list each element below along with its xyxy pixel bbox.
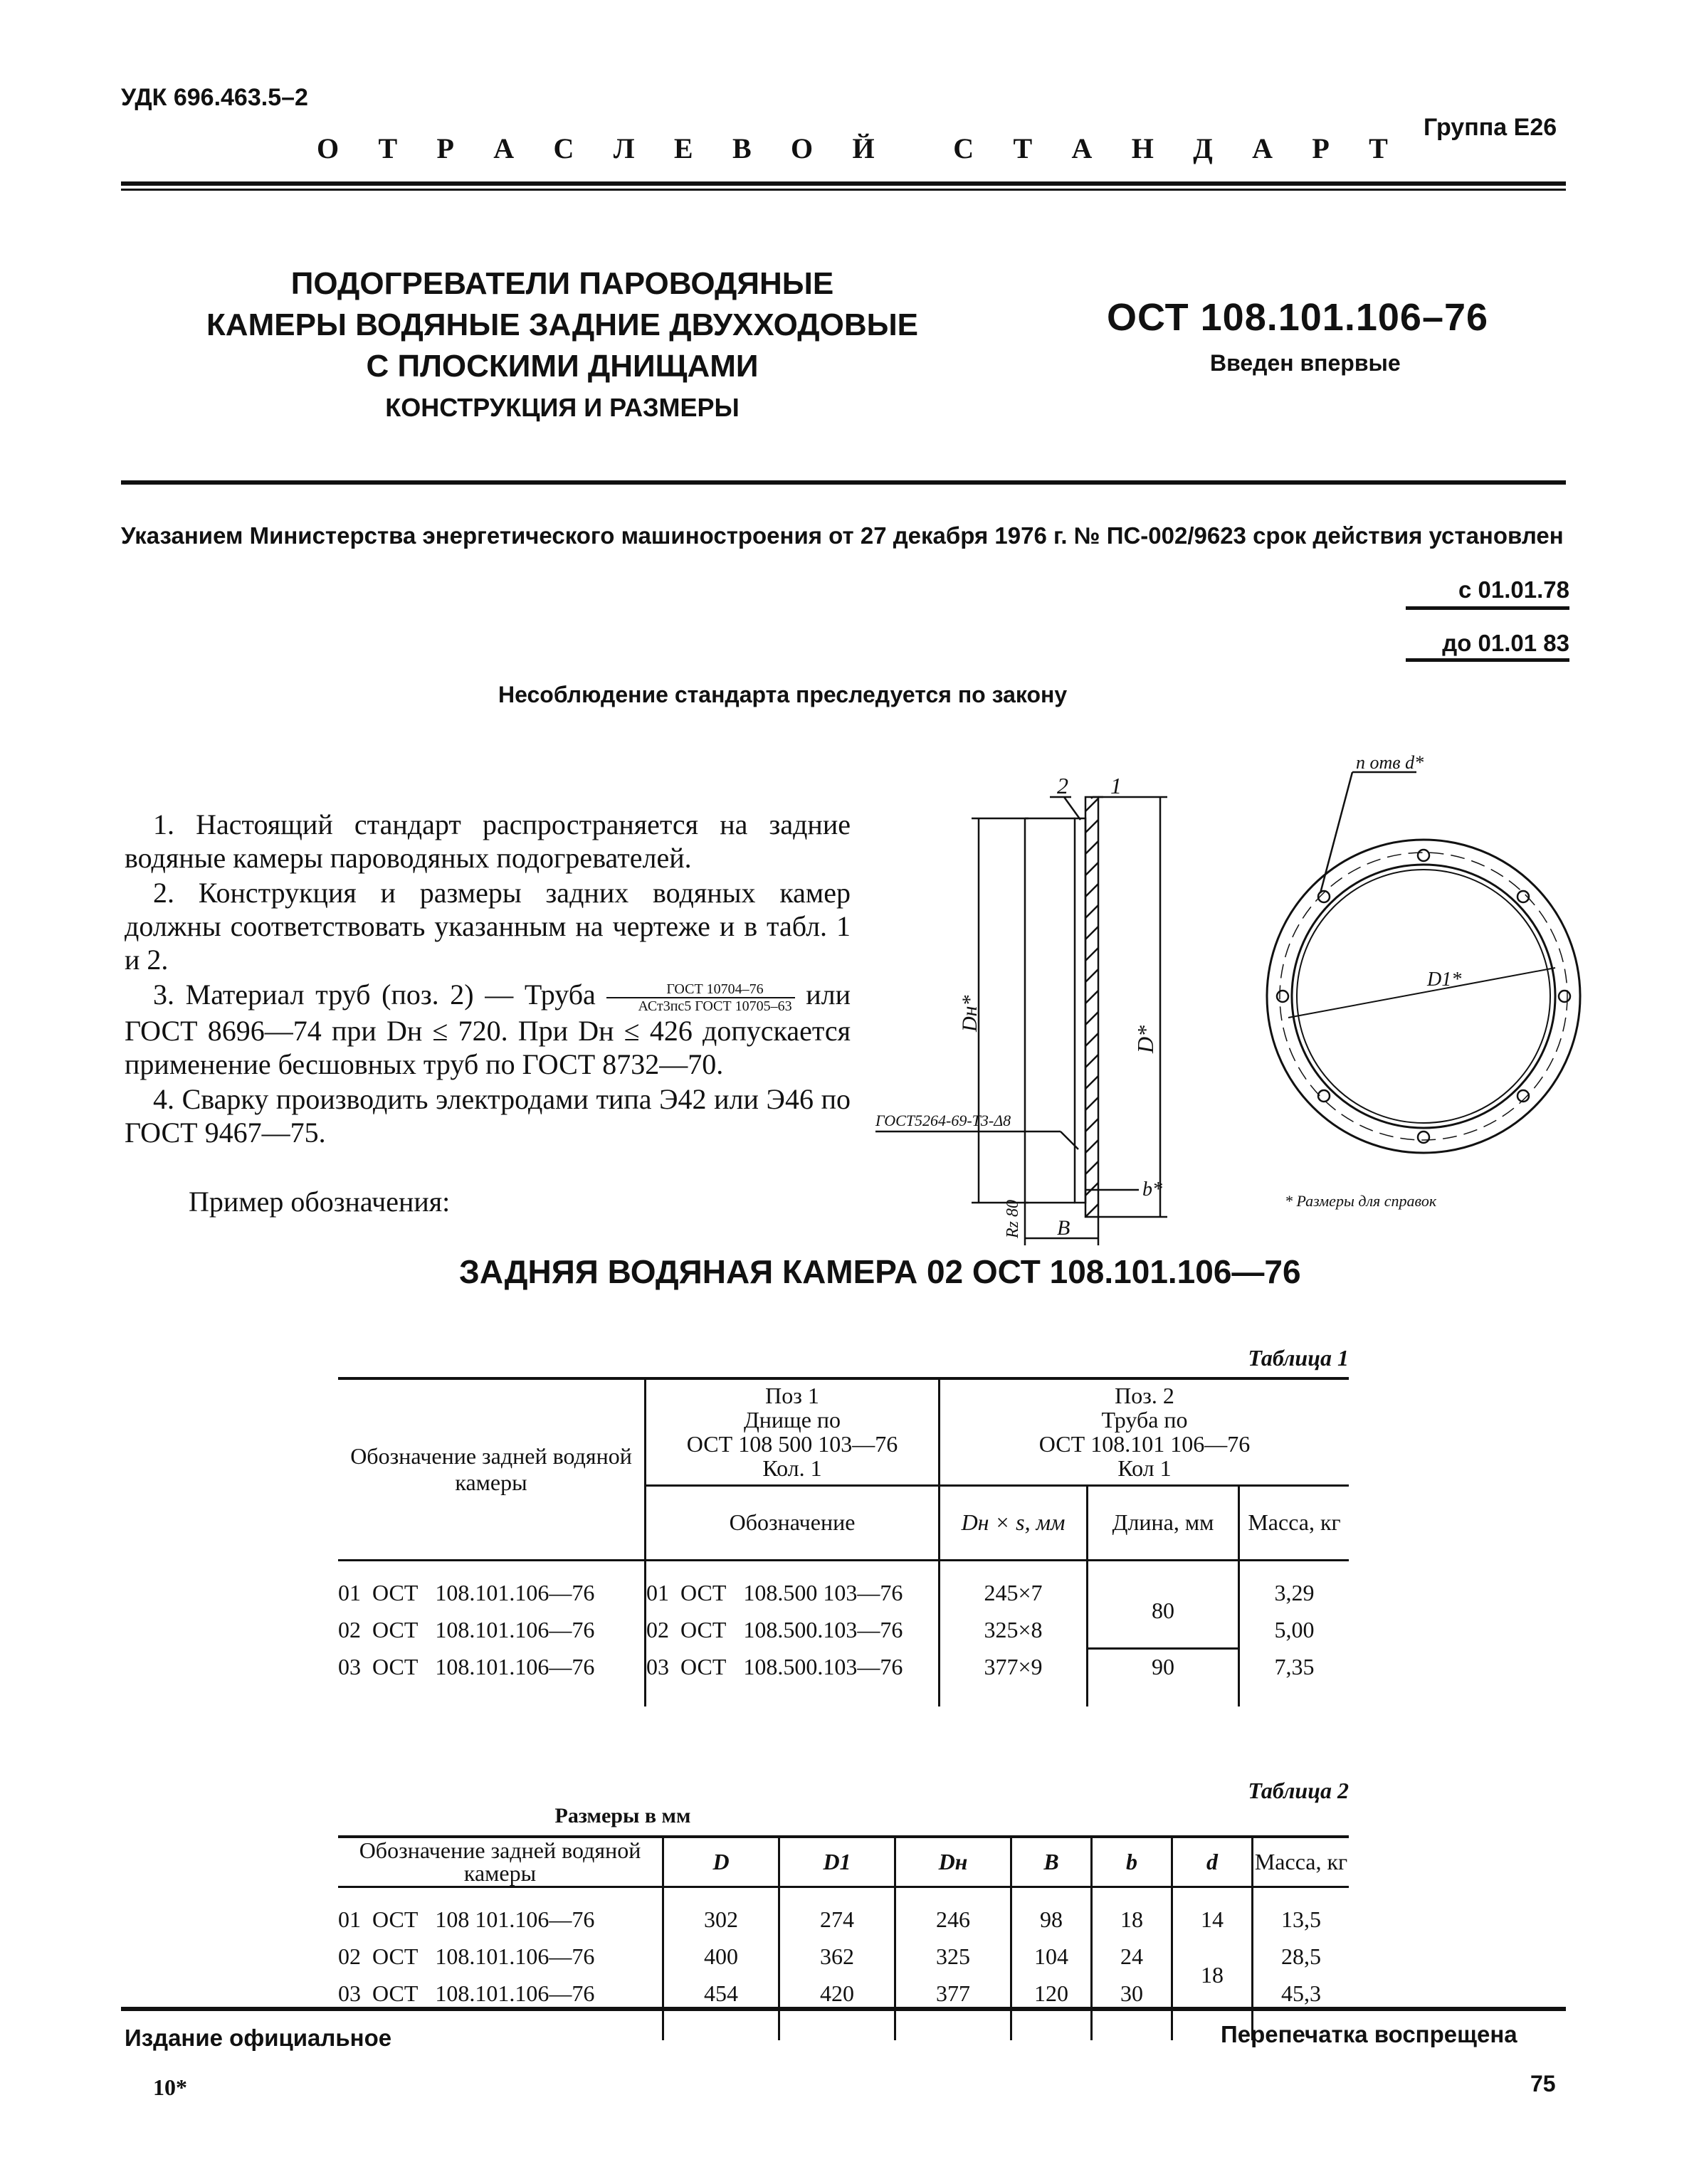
d1-label: D1* <box>1427 969 1462 991</box>
valid-to-date: до 01.01 83 <box>1442 630 1569 656</box>
table-1-label: Таблица 1 <box>1248 1345 1349 1371</box>
fraction-numerator: ГОСТ 10704–76 <box>606 981 794 998</box>
industry-standard-banner <box>317 132 1388 165</box>
bottom-plate-outline <box>1085 797 1098 1217</box>
table-1-block <box>338 1345 1349 1706</box>
b-small-label: b* <box>1142 1178 1162 1201</box>
title-line-3: С ПЛОСКИМИ ДНИЩАМИ <box>366 349 759 384</box>
clause-3 <box>125 978 851 1081</box>
roughness-label: Rz 80 <box>1004 1200 1022 1238</box>
banner-letter: В <box>732 132 752 164</box>
clause-3-tail: или ГОСТ 8696—74 при Dн ≤ 720. При Dн ≤ 426 допускается применение бесшовных труб по ГОСТ 8732—70. <box>125 978 851 1080</box>
table-1-pos1-sub: Обозначение <box>646 1485 940 1560</box>
table-1-col-mass: Масса, кг <box>1239 1485 1350 1560</box>
table-2-row-3-B: 120 <box>1011 1975 1092 2012</box>
banner-letter: С <box>553 132 574 164</box>
table-2-row-2-D1: 362 <box>779 1938 895 1975</box>
banner-letter: Н <box>1131 132 1154 164</box>
table-1-row-1-pos1: 01 ОСТ 108.500 103—76 <box>646 1574 940 1611</box>
banner-letter: Т <box>378 132 398 164</box>
sheet-mark: 10* <box>153 2074 187 2100</box>
fraction-denominator: АСт3пс5 ГОСТ 10705–63 <box>638 998 792 1014</box>
group-code: Группа Е26 <box>1424 114 1557 141</box>
table-row <box>338 1648 1349 1685</box>
table-2-row-3-mass: 45,3 <box>1253 1975 1350 2012</box>
weld-symbol-label: ГОСТ5264-69-Т3-Δ8 <box>875 1112 1011 1129</box>
table-2-col-B: B <box>1011 1837 1092 1887</box>
header-rule <box>121 181 1566 186</box>
table-row <box>338 1901 1349 1938</box>
table-2-d-18: 18 <box>1172 1938 1253 2012</box>
holes-leader <box>1320 772 1352 893</box>
table-2-row-3-Dn: 377 <box>895 1975 1011 2012</box>
pipe-outer-circle <box>1292 865 1555 1128</box>
banner-letter: Т <box>1369 132 1388 164</box>
table-2-d-14: 14 <box>1172 1901 1253 1938</box>
outer-flange-circle <box>1267 840 1580 1153</box>
banner-letter: Р <box>436 132 454 164</box>
table-1-row-2-pos1: 02 ОСТ 108.500.103—76 <box>646 1611 940 1648</box>
clauses-block <box>125 808 851 1151</box>
valid-from-date: с 01.01.78 <box>1458 576 1569 603</box>
table-2-row-2-designation: 02 ОСТ 108.101.106—76 <box>338 1943 595 1969</box>
table-2-col-D1: D1 <box>779 1837 895 1887</box>
table-1 <box>338 1377 1349 1706</box>
title-line-1: ПОДОГРЕВАТЕЛИ ПАРОВОДЯНЫЕ <box>290 266 834 301</box>
table-1-row-3-designation: 03 ОСТ 108.101.106—76 <box>338 1653 595 1679</box>
example-designation: ЗАДНЯЯ ВОДЯНАЯ КАМЕРА 02 ОСТ 108.101.106—76 <box>459 1253 1301 1290</box>
table-1-len-90: 90 <box>1088 1648 1239 1685</box>
d-dimension-label: D* <box>1132 1025 1158 1053</box>
table-1-len-80: 80 <box>1088 1574 1239 1648</box>
holes-label: n отв d* <box>1356 754 1424 773</box>
pos2-leader <box>1064 797 1080 820</box>
table-1-row-3-pos1: 03 ОСТ 108.500.103—76 <box>646 1648 940 1685</box>
reprint-forbidden-note: Перепечатка воспрещена <box>1221 2021 1517 2047</box>
banner-letter: А <box>1252 132 1273 164</box>
table-2-row-1-D1: 274 <box>779 1901 895 1938</box>
table-1-pos1-header: Поз 1 Днище по ОСТ 108 500 103—76 Кол. 1 <box>646 1378 940 1485</box>
table-2-row-2-b: 24 <box>1092 1938 1172 1975</box>
table-1-row-3-mass: 7,35 <box>1239 1648 1350 1685</box>
bolt-circle <box>1280 853 1567 1140</box>
banner-letter: А <box>1071 132 1093 164</box>
table-2-row-3-designation: 03 ОСТ 108.101.106—76 <box>338 1980 595 2006</box>
udk-code: УДК 696.463.5–2 <box>121 84 308 111</box>
banner-letter: А <box>493 132 515 164</box>
table-2-row-1-D: 302 <box>663 1901 779 1938</box>
table-2-subtitle: Размеры в мм <box>554 1804 691 1827</box>
title-rule <box>121 480 1566 485</box>
ost-number: ОСТ 108.101.106–76 <box>1107 296 1489 339</box>
d1-diameter-line <box>1288 968 1555 1018</box>
header-rule-thin <box>121 189 1566 191</box>
table-row <box>338 1938 1349 1975</box>
table-2-row-1-mass: 13,5 <box>1253 1901 1350 1938</box>
pos2-label: 2 <box>1057 773 1068 798</box>
table-2-col-D: D <box>663 1837 779 1887</box>
table-1-row-2-dn: 325×8 <box>940 1611 1088 1648</box>
pos1-label: 1 <box>1110 773 1122 798</box>
banner-letter: О <box>790 132 814 164</box>
banner-letter: Д <box>1193 132 1213 164</box>
decree-text: Указанием Министерства энергетического машиностроения от 27 декабря 1976 г. № ПС-002/9623 срок действия установлен <box>121 522 1564 549</box>
clause-1: 1. Настоящий стандарт распространяется на задние водяные камеры пароводяных подогревателей. <box>125 808 851 874</box>
table-2-row-1-Dn: 246 <box>895 1901 1011 1938</box>
table-1-row-2-mass: 5,00 <box>1239 1611 1350 1648</box>
footer-rule <box>121 2007 1566 2011</box>
table-2-row-2-mass: 28,5 <box>1253 1938 1350 1975</box>
table-1-col-dn: Dн × s, мм <box>940 1485 1088 1560</box>
table-1-pos2-header: Поз. 2 Труба по ОСТ 108.101 106—76 Кол 1 <box>940 1378 1350 1485</box>
table-2-row-1-b: 18 <box>1092 1901 1172 1938</box>
table-2-row-3-b: 30 <box>1092 1975 1172 2012</box>
table-2-block <box>338 1778 1349 2040</box>
title-line-2: КАМЕРЫ ВОДЯНЫЕ ЗАДНИЕ ДВУХХОДОВЫЕ <box>206 307 919 342</box>
table-2-row-3-D: 454 <box>663 1975 779 2012</box>
banner-letter: О <box>317 132 340 164</box>
table-2-row-3-D1: 420 <box>779 1975 895 2012</box>
b-big-label: В <box>1057 1216 1070 1240</box>
table-2-col-d: d <box>1172 1837 1253 1887</box>
table-2-col-designation: Обозначение задней водяной камеры <box>338 1837 663 1887</box>
document-title <box>171 263 954 428</box>
table-1-col-designation: Обозначение задней водяной камеры <box>338 1378 646 1560</box>
table-1-row-1-mass: 3,29 <box>1239 1574 1350 1611</box>
table-2-col-b: b <box>1092 1837 1172 1887</box>
table-2-col-Dn: Dн <box>895 1837 1011 1887</box>
pipe-inner-circle <box>1297 870 1550 1123</box>
reference-footnote: * Размеры для справок <box>1285 1192 1437 1210</box>
table-1-row-1-designation: 01 ОСТ 108.101.106—76 <box>338 1579 595 1605</box>
official-edition-note: Издание официальное <box>125 2025 392 2051</box>
clause-2: 2. Конструкция и размеры задних водяных камер должны соответствовать указанным на чертеже и в табл. 1 и 2. <box>125 877 851 976</box>
table-2-row-2-B: 104 <box>1011 1938 1092 1975</box>
pipe-wall <box>1075 818 1085 1203</box>
dn-dimension-label: Dн* <box>958 995 982 1032</box>
table-2-row-2-D: 400 <box>663 1938 779 1975</box>
table-1-row-3-dn: 377×9 <box>940 1648 1088 1685</box>
clause-4: 4. Сварку производить электродами типа Э42 или Э46 по ГОСТ 9467—75. <box>125 1082 851 1149</box>
table-2-label: Таблица 2 <box>1248 1778 1349 1803</box>
table-2-row-2-Dn: 325 <box>895 1938 1011 1975</box>
clause-3-lead: 3. Материал труб (поз. 2) — Труба <box>153 978 596 1011</box>
banner-letter: Й <box>852 132 875 164</box>
table-row <box>338 1574 1349 1611</box>
ost-introduced-note: Введен впервые <box>1210 350 1401 376</box>
table-2-col-mass: Масса, кг <box>1253 1837 1350 1887</box>
table-1-row-2-designation: 02 ОСТ 108.101.106—76 <box>338 1616 595 1642</box>
banner-letter: Е <box>673 132 693 164</box>
page-number: 75 <box>1530 2071 1556 2096</box>
banner-letter: Л <box>613 132 635 164</box>
example-label: Пример обозначения: <box>189 1186 451 1218</box>
banner-letter: Т <box>1013 132 1033 164</box>
table-1-col-len: Длина, мм <box>1088 1485 1239 1560</box>
table-2-row-1-B: 98 <box>1011 1901 1092 1938</box>
from-underline <box>1406 606 1569 610</box>
to-underline <box>1406 658 1569 662</box>
pipe-standard-fraction <box>606 981 794 1014</box>
banner-letter: С <box>953 132 974 164</box>
technical-drawing <box>854 754 1601 1252</box>
title-line-4: КОНСТРУКЦИЯ И РАЗМЕРЫ <box>385 393 740 422</box>
banner-letter: Р <box>1312 132 1330 164</box>
law-notice: Несоблюдение стандарта преследуется по закону <box>498 682 1068 707</box>
bolt-holes <box>1277 850 1570 1143</box>
table-2-row-1-designation: 01 ОСТ 108 101.106—76 <box>338 1906 595 1932</box>
table-1-row-1-dn: 245×7 <box>940 1574 1088 1611</box>
